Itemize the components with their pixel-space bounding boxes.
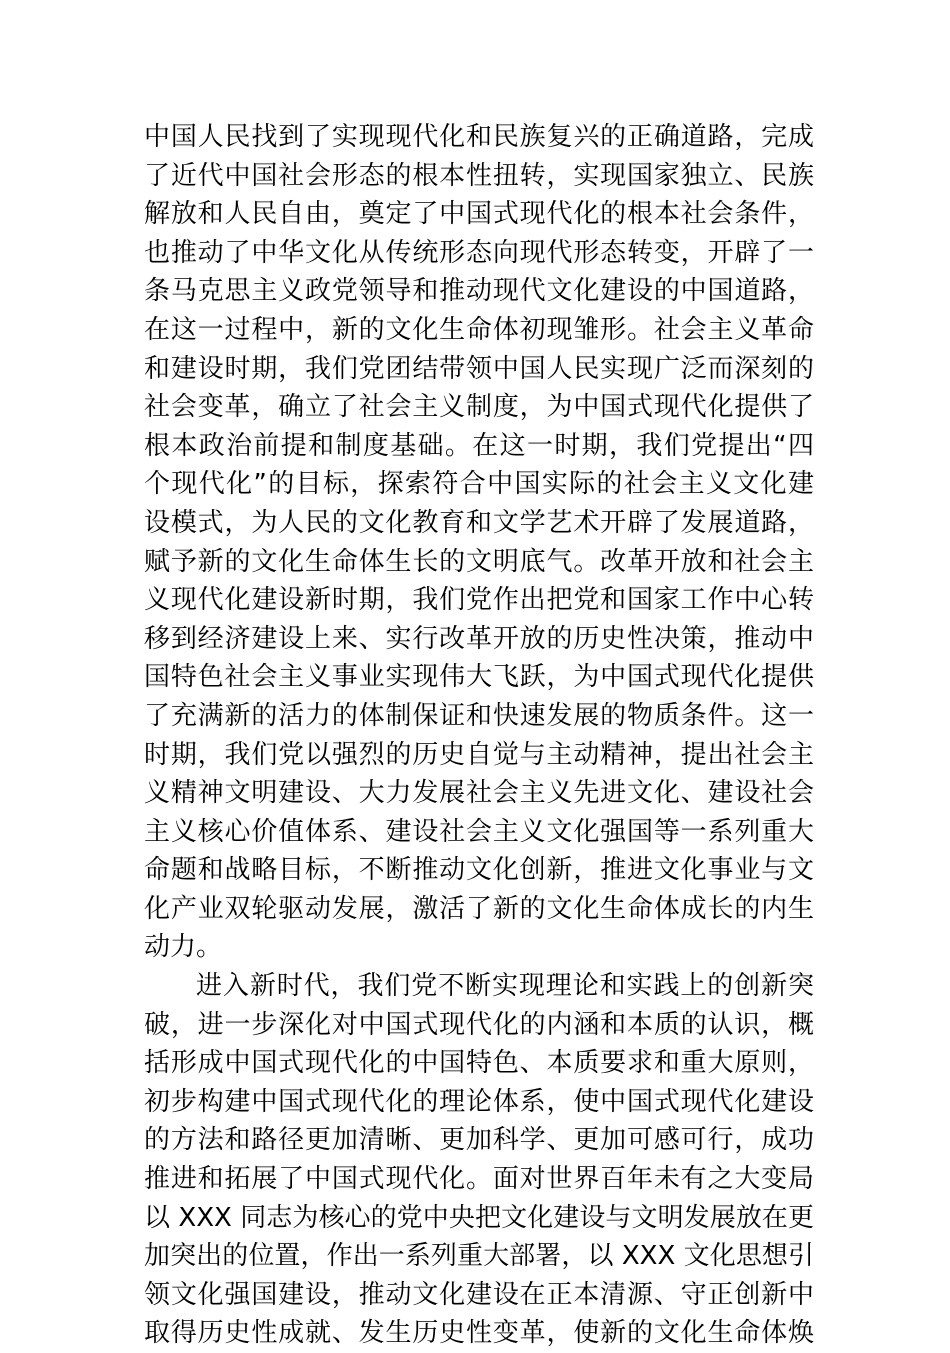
text-line: 根本政治前提和制度基础。在这一时期，我们党提出“四 — [144, 430, 814, 461]
text-line: 初步构建中国式现代化的理论体系，使中国式现代化建设 — [144, 1086, 814, 1117]
text-line: 和建设时期，我们党团结带领中国人民实现广泛而深刻的 — [144, 353, 814, 384]
text-line: 解放和人民自由，奠定了中国式现代化的根本社会条件， — [144, 199, 814, 230]
text-line: 时期，我们党以强烈的历史自觉与主动精神，提出社会主 — [144, 739, 814, 770]
text-line: 了充满新的活力的体制保证和快速发展的物质条件。这一 — [144, 700, 814, 731]
text-line: 化产业双轮驱动发展，激活了新的文化生命体成长的内生 — [144, 893, 814, 924]
paragraph-1 — [144, 118, 814, 967]
text-line: 义现代化建设新时期，我们党作出把党和国家工作中心转 — [144, 585, 814, 616]
text-line: 国特色社会主义事业实现伟大飞跃，为中国式现代化提供 — [144, 662, 814, 693]
text-line: 赋予新的文化生命体生长的文明底气。改革开放和社会主 — [144, 546, 814, 577]
text-line: 条马克思主义政党领导和推动现代文化建设的中国道路， — [144, 276, 814, 307]
body-text — [144, 118, 814, 1353]
text-line: 以 XXX 同志为核心的党中央把文化建设与文明发展放在更 — [144, 1202, 814, 1233]
text-line: 括形成中国式现代化的中国特色、本质要求和重大原则， — [144, 1048, 814, 1079]
text-line: 命题和战略目标，不断推动文化创新，推进文化事业与文 — [144, 855, 814, 886]
text-line: 推进和拓展了中国式现代化。面对世界百年未有之大变局 — [144, 1164, 814, 1195]
text-line: 破，进一步深化对中国式现代化的内涵和本质的认识，概 — [144, 1009, 814, 1040]
text-line: 领文化强国建设，推动文化建设在正本清源、守正创新中 — [144, 1279, 814, 1310]
text-line: 社会变革，确立了社会主义制度，为中国式现代化提供了 — [144, 392, 814, 423]
paragraph-2 — [144, 967, 814, 1353]
text-line: 个现代化”的目标，探索符合中国实际的社会主义文化建 — [144, 469, 814, 500]
text-line: 动力。 — [144, 932, 223, 963]
text-line: 中国人民找到了实现现代化和民族复兴的正确道路，完成 — [144, 122, 814, 152]
text-line: 主义核心价值体系、建设社会主义文化强国等一系列重大 — [144, 816, 814, 847]
text-line: 取得历史性成就、发生历史性变革，使新的文化生命体焕 — [144, 1318, 814, 1349]
text-line: 的方法和路径更加清晰、更加科学、更加可感可行，成功 — [144, 1125, 814, 1156]
text-line: 在这一过程中，新的文化生命体初现雏形。社会主义革命 — [144, 314, 814, 345]
text-line: 移到经济建设上来、实行改革开放的历史性决策，推动中 — [144, 623, 814, 654]
text-line: 了近代中国社会形态的根本性扭转，实现国家独立、民族 — [144, 160, 814, 191]
text-line: 进入新时代，我们党不断实现理论和实践上的创新突 — [196, 971, 814, 1002]
text-line: 设模式，为人民的文化教育和文学艺术开辟了发展道路， — [144, 507, 814, 538]
text-line: 义精神文明建设、大力发展社会主义先进文化、建设社会 — [144, 778, 814, 809]
text-line: 加突出的位置，作出一系列重大部署，以 XXX 文化思想引 — [144, 1241, 814, 1272]
text-line: 也推动了中华文化从传统形态向现代形态转变，开辟了一 — [144, 237, 814, 268]
